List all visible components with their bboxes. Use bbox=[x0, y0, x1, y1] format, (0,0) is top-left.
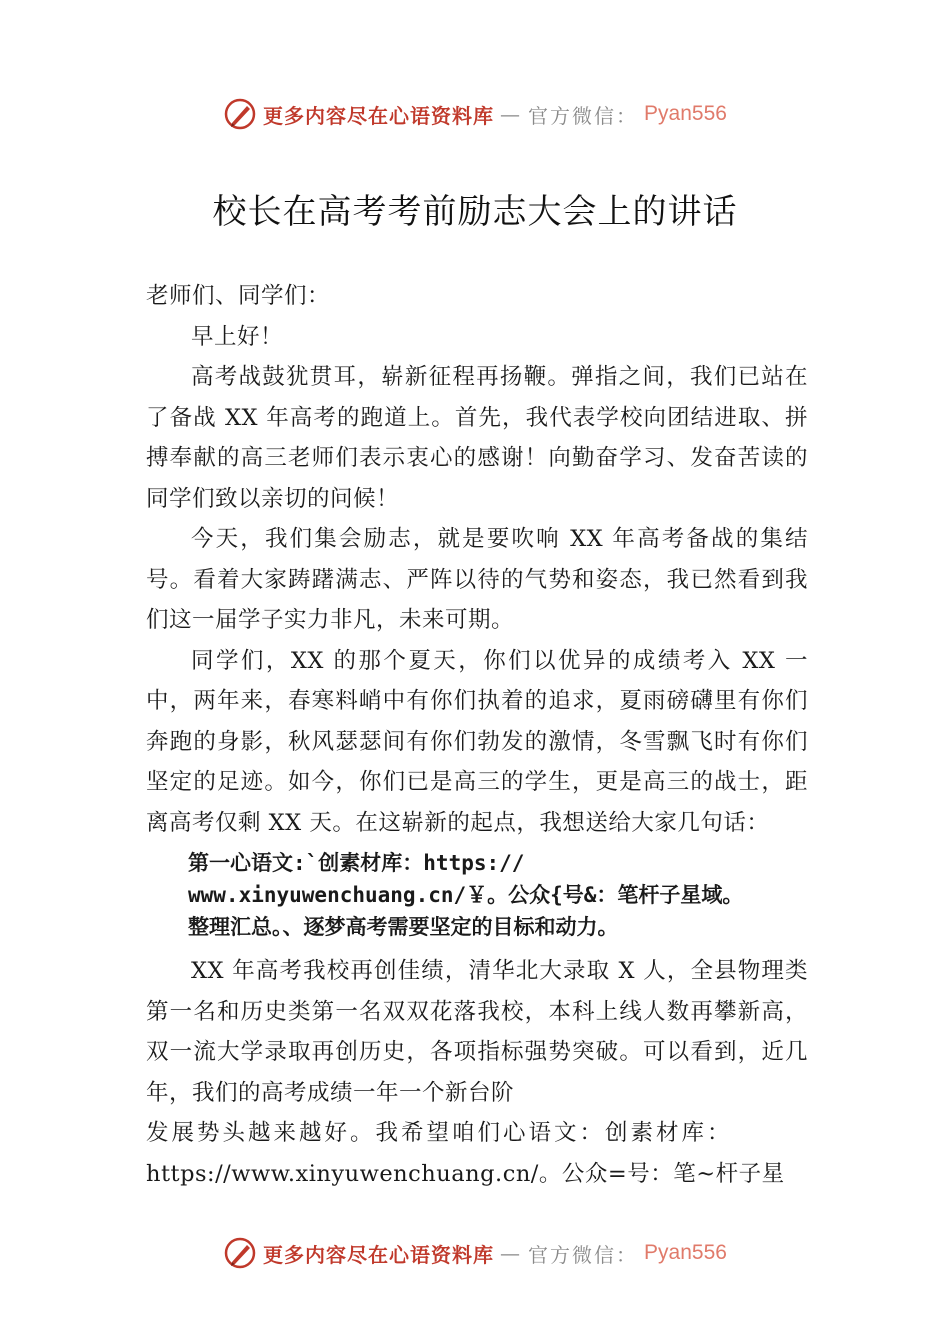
pen-logo-icon bbox=[223, 1236, 257, 1270]
paragraph-6: https://www.xinyuwenchuang.cn/。公众=号：笔~杆子星 bbox=[146, 1160, 785, 1187]
bold-line-1: 第一心语文:`创素材库：https:// bbox=[188, 851, 525, 875]
pen-logo-icon bbox=[223, 97, 257, 131]
footer-banner bbox=[0, 1233, 950, 1273]
banner-wechat-id: Pyan556 bbox=[644, 1241, 727, 1264]
bold-line-3: 整理汇总。、逐梦高考需要坚定的目标和动力。 bbox=[188, 915, 619, 939]
bold-line-2: www.xinyuwenchuang.cn/￥。公众{号&：笔杆子星域。 bbox=[188, 883, 744, 907]
banner-dash: — bbox=[500, 1241, 523, 1265]
banner-dash: — bbox=[500, 102, 523, 126]
paragraph-1: 高考战鼓犹贯耳，崭新征程再扬鞭。弹指之间，我们已站在了备战 XX 年高考的跑道上。首先，我代表学校向团结进取、拼搏奉献的高三老师们表示衷心的感谢！向勤奋学习、发奋苦读的同学们致以亲切的问候！ bbox=[146, 364, 808, 512]
banner-red-text: 更多内容尽在心语资料库 bbox=[263, 103, 495, 128]
paragraph-2: 今天，我们集会励志，就是要吹响 XX 年高考备战的集结号。看着大家踌躇满志、严阵以待的气势和姿态，我已然看到我们这一届学子实力非凡，未来可期。 bbox=[146, 526, 808, 633]
document-body bbox=[146, 276, 808, 1194]
paragraph-5: 发展势头越来越好。我希望咱们心语文：创素材库： bbox=[146, 1120, 733, 1146]
header-banner bbox=[0, 94, 950, 134]
banner-wechat-id: Pyan556 bbox=[644, 102, 727, 125]
salutation: 老师们、同学们： bbox=[146, 283, 331, 309]
banner-red-text: 更多内容尽在心语资料库 bbox=[263, 1242, 495, 1267]
paragraph-4: XX 年高考我校再创佳绩，清华北大录取 X 人，全县物理类第一名和历史类第一名双双花落我校，本科上线人数再攀新高，双一流大学录取再创历史，各项指标强势突破。可以看到，近几年，我们的高考成绩一年一个新台阶 bbox=[146, 958, 808, 1106]
banner-gray-text: 官方微信： bbox=[528, 1242, 639, 1267]
greeting: 早上好！ bbox=[191, 323, 284, 350]
paragraph-3: 同学们，XX 的那个夏天，你们以优异的成绩考入 XX 一中，两年来，春寒料峭中有你们执着的追求，夏雨磅礴里有你们奔跑的身影，秋风瑟瑟间有你们勃发的激情，冬雪飘飞时有你们坚定的足迹。如今，你们已是高三的学生，更是高三的战士，距离高考仅剩 XX 天。在这崭新的起点，我想送给大家几句话： bbox=[146, 647, 808, 836]
document-title: 校长在高考考前励志大会上的讲话 bbox=[212, 192, 738, 232]
bold-heading-block bbox=[146, 847, 808, 943]
banner-gray-text: 官方微信： bbox=[528, 103, 639, 128]
